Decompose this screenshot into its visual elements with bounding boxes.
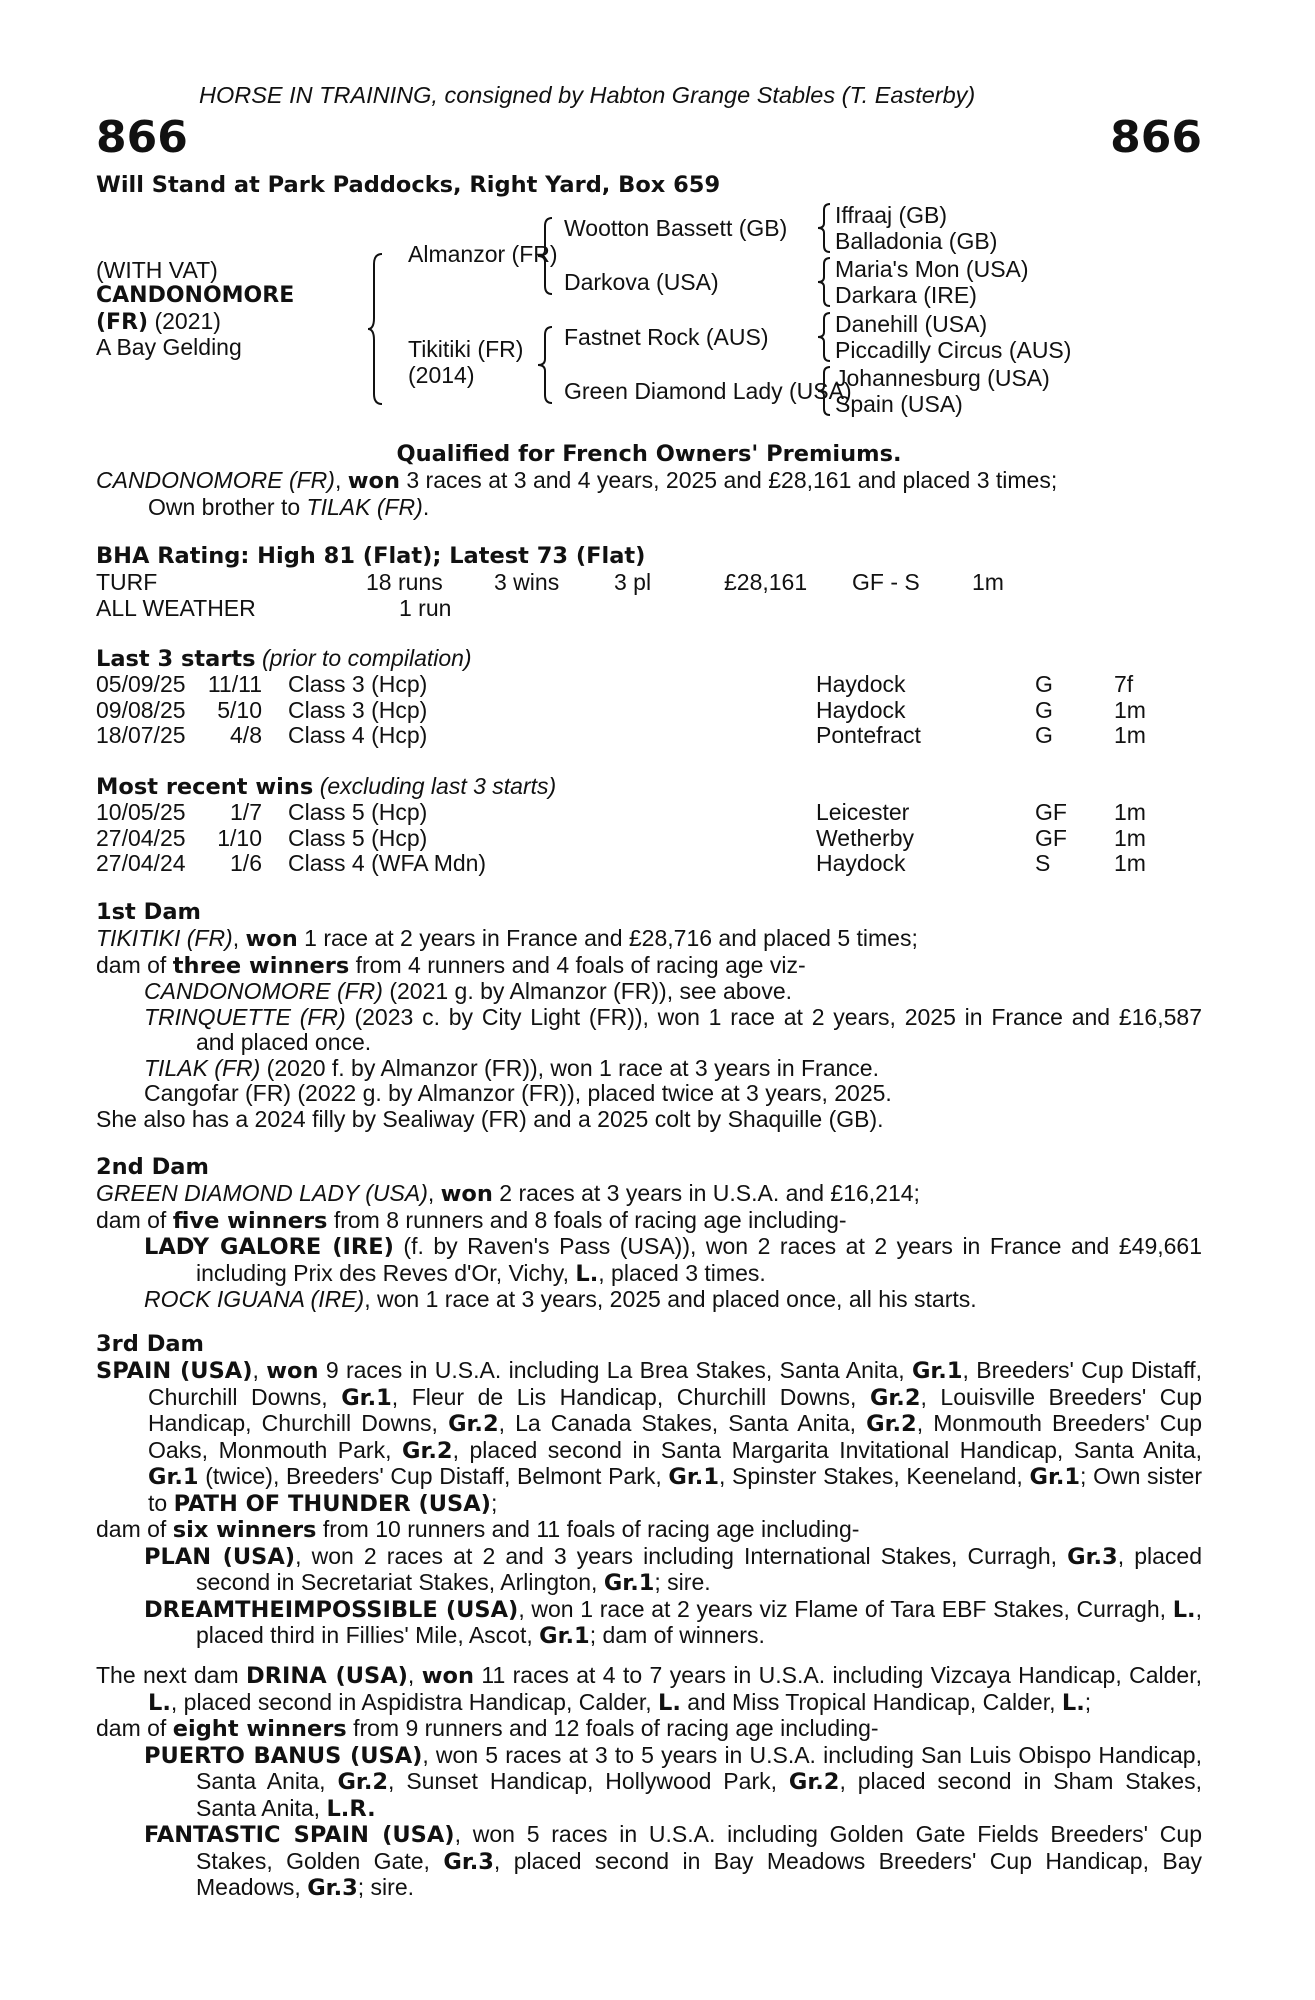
win-course: Wetherby — [816, 824, 915, 851]
start-date: 05/09/25 — [96, 671, 186, 697]
offspring-text: , placed second in Bay Meadows Breeders' Cup Handicap, Bay Meadows, — [196, 1847, 1203, 1900]
last3-table — [96, 672, 1202, 749]
text: The next dam — [96, 1662, 247, 1688]
wins-title: Most recent wins — [96, 774, 314, 800]
grade: Gr.1 — [668, 1464, 719, 1490]
dam1-won: won — [245, 926, 298, 952]
dam1-name: TIKITIKI (FR) — [96, 925, 233, 951]
dam3-heading: 3rd Dam — [96, 1331, 204, 1357]
offspring-text: , placed third in Fillies' Mile, Ascot, — [196, 1595, 1202, 1648]
start-race: Class 3 (Hcp) — [288, 671, 428, 697]
rating-going: GF - S — [852, 569, 920, 595]
start-course: Pontefract — [816, 722, 921, 748]
offspring-text-end: , placed 3 times. — [598, 1259, 766, 1286]
dam3-runners: from 10 runners and 11 foals of racing age including- — [316, 1516, 860, 1542]
summary-brother-post: . — [422, 493, 430, 520]
rating-row-aw — [96, 596, 1202, 622]
dam3-record: SPAIN (USA), won 9 races in U.S.A. including La Brea Stakes, Santa Anita, Gr.1, Breeders' Cup Distaff, Churchill Downs, Gr.1, Fleur de Lis Handicap, Churchill Downs, Gr.2, Louisville Breeders' Cup Handicap, Churchill Downs, Gr.2, La Canada Stakes, Santa Anita, Gr.2, Monmouth Breeders' Cup Oaks, Monmouth Park, Gr.2, placed second in Santa Margarita Invitational Handicap, Santa Anita, Gr.1 (twice), Breeders' Cup Distaff, Belmont Park, Gr.1, Spinster Stakes, Keeneland, Gr.1; Own sister to PATH OF THUNDER (USA); — [96, 1357, 1203, 1517]
summary-text: 3 races at 3 and 4 years, 2025 and £28,161 and placed 3 times; — [399, 467, 1058, 493]
sire-sire: Wootton Bassett (GB) — [564, 215, 788, 241]
start-dist: 7f — [1114, 671, 1134, 697]
dam3-offspring-1 — [96, 1544, 1202, 1597]
dam1-heading: 1st Dam — [96, 899, 201, 925]
wins-table — [96, 800, 1202, 877]
horse-year: (2021) — [148, 308, 221, 334]
premiums: Qualified for French Owners' Premiums. — [396, 441, 902, 467]
dam1-sep: , — [232, 925, 246, 951]
dam-year: (2014) — [408, 362, 475, 388]
win-going: GF — [1035, 799, 1067, 825]
rating-surface: TURF — [96, 569, 158, 595]
offspring-name: PLAN (USA) — [144, 1543, 296, 1570]
offspring-text: ; sire. — [357, 1874, 415, 1900]
gg-6: Piccadilly Circus (AUS) — [835, 337, 1072, 363]
brace-4b — [816, 256, 832, 308]
brace-4d — [816, 365, 832, 417]
grade: Gr.1 — [603, 1570, 655, 1596]
rating-surface: ALL WEATHER — [96, 594, 256, 621]
offspring-text: , won 2 races at 2 and 3 years including International Stakes, Curragh, — [295, 1542, 1068, 1569]
win-going: GF — [1035, 824, 1067, 851]
win-position: 1/7 — [230, 799, 262, 825]
offspring-name: TILAK (FR) — [144, 1054, 261, 1081]
dam1-winners: three winners — [172, 952, 350, 979]
start-race: Class 4 (Hcp) — [288, 722, 428, 748]
sire-dam: Darkova (USA) — [564, 269, 719, 295]
dam1-section — [96, 926, 1202, 1132]
sire: Almanzor (FR) — [408, 241, 558, 267]
start-position: 5/10 — [217, 696, 262, 723]
text: , placed second in Santa Margarita Invitational Handicap, Santa Anita, — [452, 1436, 1203, 1463]
grade: L. — [658, 1689, 681, 1716]
grade: L. — [1061, 1689, 1085, 1716]
next-dam-name: DRINA (USA) — [246, 1663, 408, 1689]
text: , Louisville Breeders' Cup Handicap, Churchill Downs, — [148, 1383, 1202, 1436]
race-summary: CANDONOMORE (FR), won 3 races at 3 and 4 years, 2025 and £28,161 and placed 3 times; Own brother to TILAK (FR). — [96, 467, 1058, 520]
dam1-offspring-4 — [96, 1081, 1202, 1107]
dam2-won: won — [440, 1181, 493, 1207]
offspring-text: (2023 c. by City Light (FR)), won 1 race at 2 years, 2025 in France and £16,587 and placed once. — [196, 1003, 1202, 1055]
start-course: Haydock — [816, 671, 906, 697]
text: , placed second in Aspidistra Handicap, Calder, — [170, 1688, 659, 1715]
pedigree-brace-sire — [536, 216, 556, 296]
catalogue-page — [96, 0, 1202, 2000]
start-race: Class 3 (Hcp) — [288, 696, 428, 723]
offspring-text: , placed second in Secretariat Stakes, Arlington, — [196, 1542, 1202, 1595]
win-race: Class 4 (WFA Mdn) — [288, 850, 487, 876]
last3-row — [96, 723, 1202, 749]
dam2-winners: five winners — [172, 1207, 328, 1234]
next-dam-section — [96, 1663, 1202, 1902]
offspring-text: , won 5 races at 3 to 5 years in U.S.A. including San Luis Obispo Handicap, Santa Anita, — [196, 1741, 1202, 1794]
offspring-name: LADY GALORE (IRE) — [144, 1234, 394, 1260]
gg-1: Iffraaj (GB) — [835, 202, 948, 228]
grade: Gr.1 — [341, 1384, 392, 1411]
horse-description: A Bay Gelding — [96, 334, 242, 360]
last3-heading — [96, 646, 472, 673]
dam2-runners: from 8 runners and 8 foals of racing age including- — [327, 1206, 847, 1233]
grade: Gr.2 — [337, 1769, 389, 1795]
offspring-text: ; sire. — [654, 1569, 711, 1595]
start-position: 11/11 — [207, 671, 262, 697]
next-dam-winners: eight winners — [172, 1716, 347, 1742]
text: , Breeders' Cup Distaff, Churchill Downs, — [148, 1357, 1202, 1410]
offspring-name: TRINQUETTE (FR) — [144, 1003, 346, 1030]
text: , Fleur de Lis Handicap, Churchill Downs, — [391, 1383, 870, 1410]
win-date: 10/05/25 — [96, 799, 186, 825]
offspring-text: , won 1 race at 2 years viz Flame of Tara EBF Stakes, Curragh, — [518, 1595, 1173, 1622]
rating-heading: BHA Rating: High 81 (Flat); Latest 73 (Flat) — [96, 543, 646, 569]
text: , Spinster Stakes, Keeneland, — [718, 1463, 1030, 1489]
vat-label: (WITH VAT) — [96, 257, 218, 283]
dam-dam: Green Diamond Lady (USA) — [564, 378, 852, 404]
offspring-text: , won 1 race at 3 years, 2025 and placed once, all his starts. — [364, 1286, 977, 1312]
grade: Gr.2 — [788, 1769, 840, 1795]
gg-7: Johannesburg (USA) — [835, 365, 1050, 391]
rating-dist: 1m — [972, 569, 1004, 595]
grade: Gr.3 — [307, 1875, 358, 1901]
grade: L.R. — [326, 1795, 376, 1822]
rating-wins: 3 wins — [494, 569, 560, 595]
start-course: Haydock — [816, 696, 906, 723]
offspring-name: FANTASTIC SPAIN (USA) — [144, 1822, 455, 1848]
dam1-offspring-2 — [96, 1005, 1202, 1056]
next-dam-offspring-2 — [96, 1822, 1202, 1902]
brace-4c — [816, 311, 832, 363]
dam1-also: She also has a 2024 filly by Sealiway (FR) and a 2025 colt by Shaquille (GB). — [96, 1105, 884, 1132]
offspring-text: (2021 g. by Almanzor (FR)), see above. — [382, 978, 793, 1004]
win-race: Class 5 (Hcp) — [288, 799, 428, 825]
next-dam-won: won — [421, 1663, 474, 1689]
pedigree-brace-main — [366, 252, 386, 406]
start-dist: 1m — [1114, 696, 1146, 723]
win-going: S — [1035, 850, 1051, 876]
grade: Gr.3 — [1067, 1543, 1118, 1570]
gg-3: Maria's Mon (USA) — [835, 256, 1029, 282]
dam2-damof: dam of — [96, 1206, 173, 1233]
dam-sire: Fastnet Rock (AUS) — [564, 324, 769, 350]
dam1-offspring-3 — [96, 1056, 1202, 1082]
offspring-name: ROCK IGUANA (IRE) — [144, 1286, 365, 1312]
offspring-text: Cangofar (FR) (2022 g. by Almanzor (FR)), placed twice at 3 years, 2025. — [144, 1080, 892, 1106]
win-dist: 1m — [1114, 824, 1146, 851]
next-dam-offspring-1 — [96, 1743, 1202, 1823]
brace-4a — [816, 202, 832, 254]
dam2-sep: , — [427, 1180, 441, 1206]
offspring-text: , placed second in Sham Stakes, Santa Anita, — [196, 1768, 1202, 1821]
grade: L. — [148, 1689, 171, 1716]
dam: Tikitiki (FR) — [408, 336, 524, 362]
dam1-record: 1 race at 2 years in France and £28,716 and placed 5 times; — [297, 925, 918, 951]
offspring-name: PUERTO BANUS (USA) — [144, 1742, 423, 1769]
dam2-section — [96, 1181, 1202, 1313]
dam2-offspring-2 — [96, 1287, 1202, 1313]
text: 11 races at 4 to 7 years in U.S.A. including Vizcaya Handicap, Calder, — [473, 1662, 1203, 1688]
start-going: G — [1035, 722, 1053, 748]
offspring-text: (f. by Raven's Pass (USA)), won 2 races at 2 years in France and £49,661 including Prix des Reves d'Or, Vichy, — [196, 1233, 1202, 1286]
win-course: Leicester — [816, 799, 910, 825]
dam3-won: won — [266, 1358, 319, 1384]
summary-brother: TILAK (FR) — [306, 493, 423, 520]
next-dam-record — [96, 1663, 1202, 1716]
dam2-offspring-1 — [96, 1234, 1202, 1287]
text: ; — [1084, 1688, 1092, 1715]
rating-placed: 3 pl — [614, 569, 652, 595]
win-row — [96, 800, 1202, 826]
grade: Gr.2 — [866, 1411, 917, 1437]
win-position: 1/6 — [230, 850, 262, 876]
text: ; — [490, 1489, 498, 1516]
wins-note: (excluding last 3 starts) — [313, 773, 557, 799]
win-course: Haydock — [816, 850, 906, 876]
text: , Monmouth Breeders' Cup Oaks, Monmouth Park, — [148, 1410, 1202, 1463]
rating-prize: £28,161 — [724, 569, 808, 595]
start-position: 4/8 — [230, 722, 262, 748]
offspring-text: , won 5 races in U.S.A. including Golden Gate Fields Breeders' Cup Stakes, Golden Gate, — [196, 1821, 1202, 1874]
gg-8: Spain (USA) — [835, 391, 963, 417]
grade: Gr.2 — [448, 1411, 499, 1437]
grade: Gr.2 — [869, 1384, 921, 1411]
win-race: Class 5 (Hcp) — [288, 824, 428, 851]
grade: Gr.1 — [539, 1623, 590, 1649]
last3-row — [96, 672, 1202, 698]
gg-4: Darkara (IRE) — [835, 282, 977, 308]
rating-row-turf — [96, 570, 1202, 596]
grade: L. — [1172, 1596, 1196, 1623]
dam3-damof: dam of — [96, 1516, 173, 1542]
text: , — [407, 1662, 422, 1688]
text: (twice), Breeders' Cup Distaff, Belmont Park, — [198, 1463, 669, 1489]
next-dam-runners: from 9 runners and 12 foals of racing age including- — [346, 1715, 879, 1741]
horse-name: CANDONOMORE — [96, 283, 295, 308]
grade: Gr.2 — [402, 1437, 453, 1464]
grade: Gr.1 — [148, 1464, 199, 1490]
rating-runs: 18 runs — [366, 569, 443, 595]
text: , La Canada Stakes, Santa Anita, — [498, 1410, 867, 1436]
horse-country-year — [96, 309, 221, 336]
dam1-offspring-1 — [96, 979, 1202, 1005]
dam3-sister: PATH OF THUNDER (USA) — [173, 1490, 491, 1517]
offspring-text: , Sunset Handicap, Hollywood Park, — [388, 1768, 789, 1794]
start-going: G — [1035, 671, 1053, 697]
offspring-name: DREAMTHEIMPOSSIBLE (USA) — [144, 1596, 519, 1623]
start-going: G — [1035, 696, 1053, 723]
win-position: 1/10 — [217, 824, 262, 851]
summary-name: CANDONOMORE (FR) — [96, 467, 335, 493]
win-row — [96, 826, 1202, 852]
summary-brother-pre: Own brother to — [148, 493, 307, 520]
wins-heading — [96, 774, 556, 801]
lot-number-left: 866 — [96, 112, 188, 163]
dam2-heading: 2nd Dam — [96, 1154, 209, 1180]
dam3-name: SPAIN (USA) — [96, 1358, 253, 1384]
last3-row — [96, 698, 1202, 724]
start-date: 18/07/25 — [96, 722, 186, 748]
dam2-record: 2 races at 3 years in U.S.A. and £16,214; — [492, 1180, 920, 1206]
offspring-text: ; dam of winners. — [589, 1622, 765, 1648]
consignor-line: HORSE IN TRAINING, consigned by Habton Grange Stables (T. Easterby) — [199, 82, 976, 108]
summary-won: won — [347, 468, 400, 494]
offspring-text: (2020 f. by Almanzor (FR)), won 1 race at 3 years in France. — [260, 1054, 879, 1081]
grade: Gr.1 — [1029, 1464, 1081, 1490]
dam1-damof: dam of — [96, 951, 173, 978]
last3-note: (prior to compilation) — [255, 645, 472, 671]
win-date: 27/04/25 — [96, 824, 186, 851]
win-dist: 1m — [1114, 850, 1146, 876]
text: 9 races in U.S.A. including La Brea Stakes, Santa Anita, — [318, 1357, 912, 1383]
dam2-name: GREEN DIAMOND LADY (USA) — [96, 1180, 428, 1206]
lot-number-right: 866 — [1110, 112, 1202, 163]
win-date: 27/04/24 — [96, 850, 186, 876]
grade: Gr.3 — [443, 1848, 494, 1875]
win-dist: 1m — [1114, 799, 1146, 825]
start-dist: 1m — [1114, 722, 1146, 748]
text: and Miss Tropical Handicap, Calder, — [680, 1688, 1062, 1715]
rating-table — [96, 570, 1202, 621]
gg-2: Balladonia (GB) — [835, 228, 998, 254]
grade: Gr.1 — [911, 1358, 963, 1384]
gg-5: Danehill (USA) — [835, 311, 988, 337]
rating-runs: 1 run — [399, 594, 452, 621]
dam3-section — [96, 1358, 1202, 1650]
dam3-offspring-2 — [96, 1597, 1202, 1650]
last3-title: Last 3 starts — [96, 646, 256, 672]
dam3-winners: six winners — [172, 1517, 317, 1543]
offspring-grade: L. — [575, 1260, 599, 1287]
location: Will Stand at Park Paddocks, Right Yard, Box 659 — [96, 172, 721, 198]
dam1-runners: from 4 runners and 4 foals of racing age viz- — [349, 951, 806, 978]
text: ; Own sister to — [148, 1463, 1202, 1516]
horse-country: (FR) — [96, 310, 149, 335]
start-date: 09/08/25 — [96, 696, 186, 723]
offspring-name: CANDONOMORE (FR) — [144, 978, 383, 1004]
win-row — [96, 851, 1202, 877]
pedigree-brace-dam — [536, 325, 556, 405]
next-dam-damof: dam of — [96, 1715, 173, 1741]
